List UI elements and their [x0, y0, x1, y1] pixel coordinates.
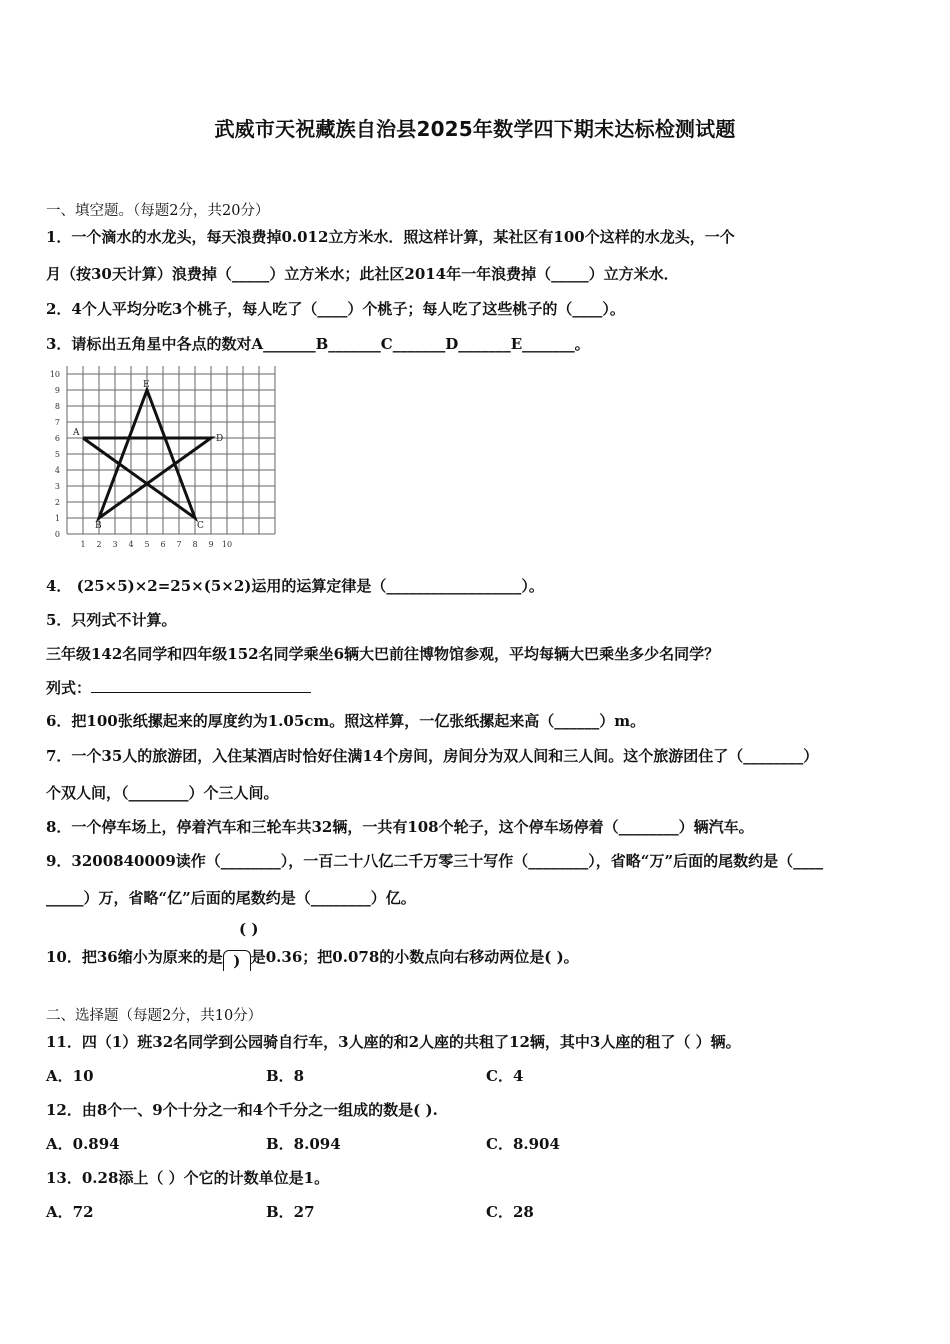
x-axis-label: 2 [96, 540, 102, 549]
star-point-label: E [143, 380, 150, 390]
y-axis-label: 4 [54, 466, 60, 475]
page-title: 武威市天祝藏族自治县2025年数学四下期末达标检测试题 [214, 117, 736, 141]
question-10-fraction-denominator: ) [223, 950, 251, 971]
y-axis-label: 3 [54, 482, 60, 491]
q13-option-b[interactable]: B．27 [266, 1203, 315, 1221]
star-point-label: A [73, 428, 80, 438]
question-2: 2．4个人平均分吃3个桃子，每人吃了（____）个桃子；每人吃了这些桃子的（____）。 [46, 300, 625, 318]
star-grid-svg [42, 362, 282, 554]
question-5-text: 三年级142名同学和四年级152名同学乘坐6辆大巴前往博物馆参观，平均每辆大巴乘坐多少名同学？ [46, 645, 720, 663]
y-axis-label: 2 [54, 498, 60, 507]
star-point-label: B [95, 521, 102, 531]
x-axis-label: 1 [80, 540, 86, 549]
x-axis-label: 3 [112, 540, 118, 549]
y-axis-label: 10 [49, 370, 60, 379]
q11-option-b[interactable]: B．8 [266, 1067, 305, 1085]
y-axis-label: 5 [54, 450, 60, 459]
question-1-line2: 月（按30天计算）浪费掉（_____）立方米水；此社区2014年一年浪费掉（_____）立方米水． [46, 265, 679, 283]
question-5: 5．只列式不计算。 [46, 611, 177, 629]
question-11: 11．四（1）班32名同学到公园骑自行车，3人座的和2人座的共租了12辆，其中3人座的租了（ ）辆。 [46, 1033, 741, 1051]
q11-option-a[interactable]: A．10 [46, 1067, 94, 1085]
question-9-line2: _____）万，省略“亿”后面的尾数约是（________）亿。 [46, 889, 416, 907]
question-10-fraction-numerator: ( ) [239, 920, 259, 938]
x-axis-label: 10 [221, 540, 233, 549]
q12-option-b[interactable]: B．8.094 [266, 1135, 341, 1153]
question-10-after: 是0.36；把0.078的小数点向右移动两位是( )。 [250, 948, 579, 966]
question-6: 6．把100张纸摞起来的厚度约为1.05cm。照这样算，一亿张纸摞起来高（______）m。 [46, 712, 646, 730]
question-1-line1: 1．一个滴水的水龙头，每天浪费掉0.012立方米水．照这样计算，某社区有100个这样的水龙头，一个 [46, 228, 735, 246]
section1-heading: 一、填空题。（每题2分，共20分） [46, 203, 270, 219]
question-8: 8．一个停车场上，停着汽车和三轮车共32辆，一共有108个轮子，这个停车场停着（________）辆汽车。 [46, 818, 754, 836]
star-point-label: C [197, 521, 204, 531]
question-5-answer-line [46, 678, 311, 698]
question-10-before: 10．把36缩小为原来的是 [46, 948, 223, 966]
y-axis-label: 7 [54, 418, 60, 427]
x-axis-label: 4 [128, 540, 134, 549]
question-7-line1: 7．一个35人的旅游团，入住某酒店时恰好住满14个房间，房间分为双人间和三人间。这个旅游团住了（________） [46, 747, 819, 765]
y-axis-label: 8 [54, 402, 60, 411]
y-axis-label: 1 [54, 514, 60, 523]
question-3: 3．请标出五角星中各点的数对A_______B_______C_______D_______E_______。 [46, 335, 590, 353]
x-axis-label: 5 [144, 540, 150, 549]
q12-option-c[interactable]: C．8.904 [486, 1135, 560, 1153]
question-12: 12．由8个一、9个十分之一和4个千分之一组成的数是( ). [46, 1101, 438, 1119]
star-grid-figure [42, 362, 282, 554]
q11-option-c[interactable]: C．4 [486, 1067, 524, 1085]
answer-blank[interactable] [91, 678, 311, 693]
question-5-label: 列式： [46, 679, 92, 697]
question-7-line2: 个双人间，（________）个三人间。 [46, 784, 279, 802]
q13-option-a[interactable]: A．72 [46, 1203, 94, 1221]
question-4: 4． (25×5)×2=25×(5×2)运用的运算定律是（__________________）。 [46, 577, 544, 595]
x-axis-label: 7 [176, 540, 182, 549]
question-10 [46, 947, 579, 971]
x-axis-label: 9 [208, 540, 214, 549]
question-13: 13．0.28添上（ ）个它的计数单位是1。 [46, 1169, 330, 1187]
y-axis-label: 6 [54, 434, 60, 443]
q13-option-c[interactable]: C．28 [486, 1203, 534, 1221]
x-axis-label: 6 [160, 540, 166, 549]
q12-option-a[interactable]: A．0.894 [46, 1135, 120, 1153]
star-point-label: D [216, 434, 224, 444]
x-axis-label: 8 [192, 540, 198, 549]
y-axis-label: 9 [54, 386, 60, 395]
question-9-line1: 9．3200840009读作（________），一百二十八亿二千万零三十写作（________），省略“万”后面的尾数约是（____ [46, 852, 824, 870]
y-axis-label: 0 [54, 530, 60, 539]
section2-heading: 二、选择题（每题2分，共10分） [46, 1008, 263, 1024]
